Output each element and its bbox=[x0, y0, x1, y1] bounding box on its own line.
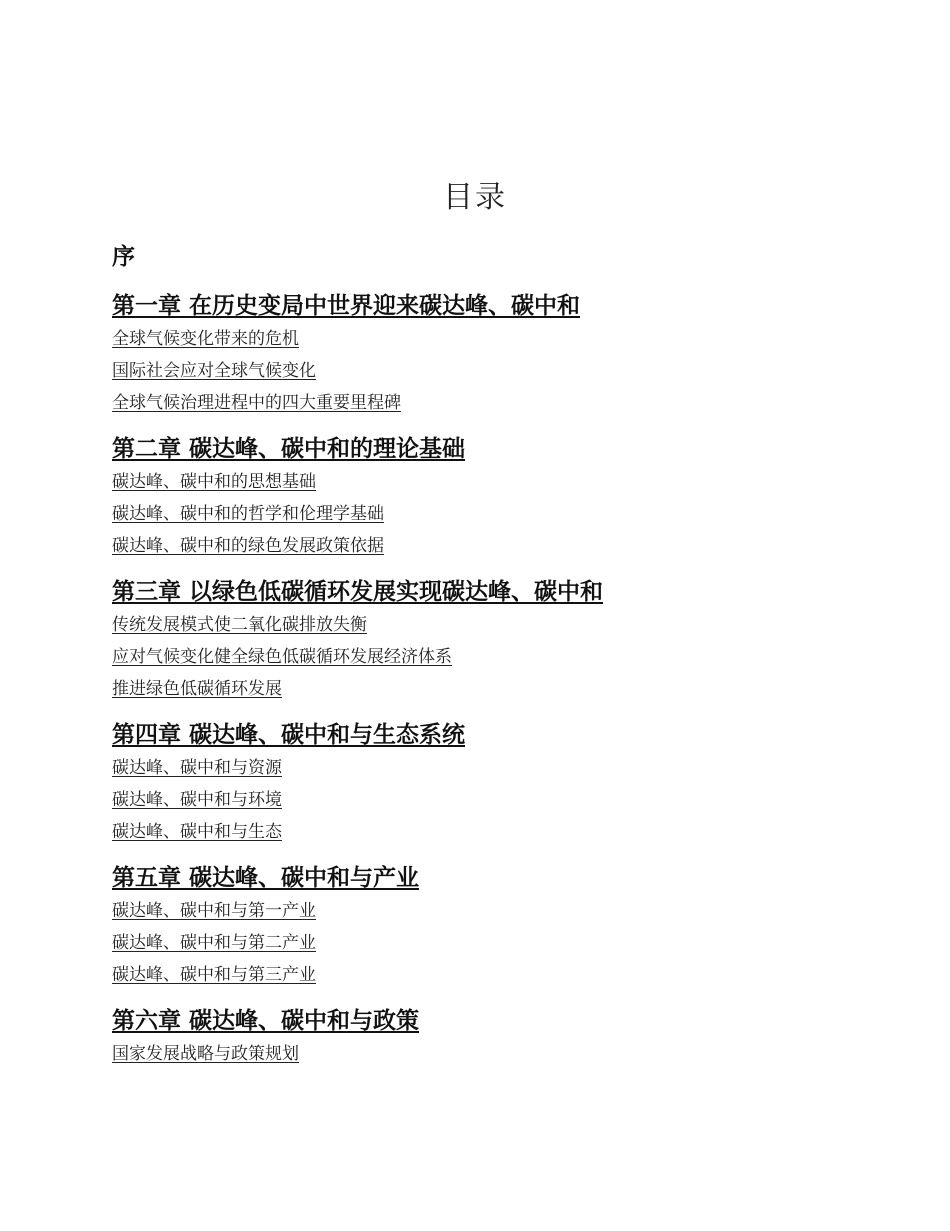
section-item bbox=[112, 784, 892, 816]
section-item bbox=[112, 530, 892, 562]
section-link[interactable]: 国际社会应对全球气候变化 bbox=[112, 361, 316, 381]
section-list bbox=[112, 895, 892, 991]
chapter-title-link[interactable]: 第二章 碳达峰、碳中和的理论基础 bbox=[112, 436, 466, 462]
section-link[interactable]: 国家发展战略与政策规划 bbox=[112, 1044, 299, 1064]
section-item bbox=[112, 959, 892, 991]
chapter-5 bbox=[112, 861, 892, 991]
section-item bbox=[112, 466, 892, 498]
section-item bbox=[112, 673, 892, 705]
section-item bbox=[112, 323, 892, 355]
section-list bbox=[112, 466, 892, 562]
preface-heading: 序 bbox=[112, 244, 135, 270]
section-item bbox=[112, 816, 892, 848]
chapter-4 bbox=[112, 718, 892, 848]
section-link[interactable]: 碳达峰、碳中和的哲学和伦理学基础 bbox=[112, 504, 384, 524]
chapter-2 bbox=[112, 432, 892, 562]
chapter-title-link[interactable]: 第六章 碳达峰、碳中和与政策 bbox=[112, 1008, 420, 1034]
section-link[interactable]: 传统发展模式使二氧化碳排放失衡 bbox=[112, 615, 367, 635]
section-link[interactable]: 碳达峰、碳中和与资源 bbox=[112, 758, 282, 778]
section-item bbox=[112, 355, 892, 387]
chapter-title-link[interactable]: 第四章 碳达峰、碳中和与生态系统 bbox=[112, 722, 466, 748]
page-title: 目录 bbox=[443, 180, 507, 215]
chapter-6 bbox=[112, 1004, 892, 1070]
section-link[interactable]: 碳达峰、碳中和的绿色发展政策依据 bbox=[112, 536, 384, 556]
section-item bbox=[112, 895, 892, 927]
section-link[interactable]: 应对气候变化健全绿色低碳循环发展经济体系 bbox=[112, 647, 452, 667]
chapter-title-link[interactable]: 第五章 碳达峰、碳中和与产业 bbox=[112, 865, 420, 891]
section-link[interactable]: 碳达峰、碳中和与第一产业 bbox=[112, 901, 316, 921]
section-list bbox=[112, 609, 892, 705]
section-item bbox=[112, 498, 892, 530]
section-link[interactable]: 碳达峰、碳中和与环境 bbox=[112, 790, 282, 810]
section-link[interactable]: 碳达峰、碳中和与第三产业 bbox=[112, 965, 316, 985]
chapter-title-link[interactable]: 第三章 以绿色低碳循环发展实现碳达峰、碳中和 bbox=[112, 579, 604, 605]
section-item bbox=[112, 927, 892, 959]
section-link[interactable]: 碳达峰、碳中和与第二产业 bbox=[112, 933, 316, 953]
section-list bbox=[112, 752, 892, 848]
section-list bbox=[112, 1038, 892, 1070]
section-item bbox=[112, 641, 892, 673]
section-item bbox=[112, 752, 892, 784]
section-item bbox=[112, 609, 892, 641]
section-link[interactable]: 碳达峰、碳中和的思想基础 bbox=[112, 472, 316, 492]
section-link[interactable]: 全球气候变化带来的危机 bbox=[112, 329, 299, 349]
section-item bbox=[112, 1038, 892, 1070]
chapter-title-link[interactable]: 第一章 在历史变局中世界迎来碳达峰、碳中和 bbox=[112, 293, 581, 319]
chapter-3 bbox=[112, 575, 892, 705]
section-link[interactable]: 推进绿色低碳循环发展 bbox=[112, 679, 282, 699]
chapter-1 bbox=[112, 289, 892, 419]
section-link[interactable]: 碳达峰、碳中和与生态 bbox=[112, 822, 282, 842]
section-item bbox=[112, 387, 892, 419]
table-of-contents bbox=[112, 240, 892, 1083]
section-link[interactable]: 全球气候治理进程中的四大重要里程碑 bbox=[112, 393, 401, 413]
section-list bbox=[112, 323, 892, 419]
